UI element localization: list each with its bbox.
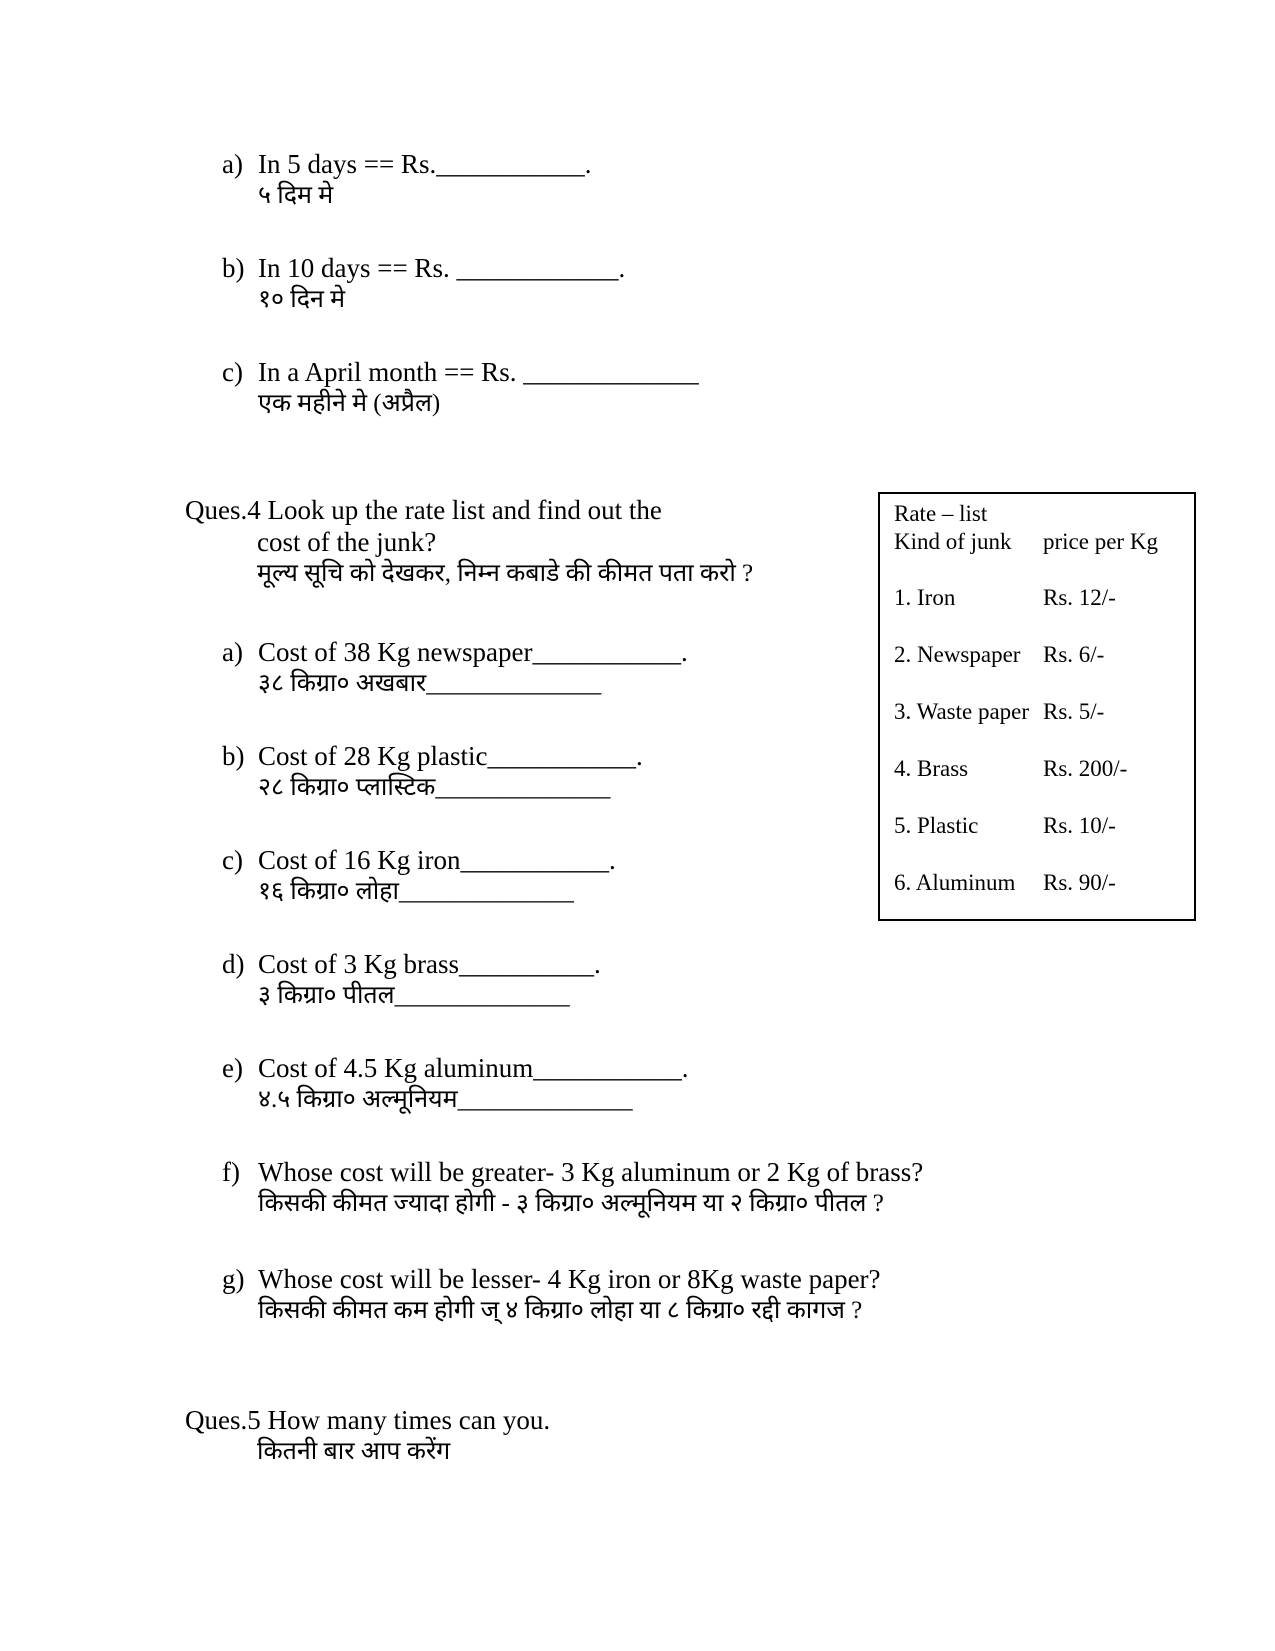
item-hindi-text: १० दिन मे (258, 286, 346, 313)
rate-row-kind: 4. Brass (894, 756, 969, 781)
rate-row-kind: 2. Newspaper (894, 642, 1021, 667)
rate-row-kind: 6. Aluminum (894, 870, 1016, 895)
rate-list-box (878, 492, 1196, 921)
item-hindi-text: २८ किग्रा० प्लास्टिक______________ (258, 774, 611, 801)
rate-row-price: Rs. 5/- (1043, 699, 1105, 724)
item-label: b) (222, 253, 245, 283)
item-label: d) (222, 949, 245, 979)
item-hindi-text: किसकी कीमत ज्यादा होगी - ३ किग्रा० अल्मूनियम या २ किग्रा० पीतल ? (258, 1190, 884, 1217)
item-english-text: Cost of 38 Kg newspaper___________. (258, 637, 688, 667)
item-hindi-text: ३८ किग्रा० अखबार______________ (258, 670, 602, 697)
item-label: g) (222, 1264, 245, 1294)
item-hindi-text: एक महीने मे (अप्रैल) (258, 390, 441, 417)
item-english-text: Whose cost will be greater- 3 Kg aluminum or 2 Kg of brass? (258, 1157, 924, 1187)
item-english-text: Whose cost will be lesser- 4 Kg iron or 8Kg waste paper? (258, 1264, 881, 1294)
item-label: c) (222, 845, 243, 875)
item-hindi-text: ३ किग्रा० पीतल______________ (258, 982, 570, 1009)
item-hindi-text: ५ दिम मे (258, 182, 334, 209)
item-label: e) (222, 1053, 243, 1083)
item-label: a) (222, 149, 243, 179)
item-hindi-text: १६ किग्रा० लोहा______________ (258, 878, 574, 905)
rate-row-kind: 1. Iron (894, 585, 956, 610)
item-english-text: Cost of 16 Kg iron___________. (258, 845, 616, 875)
rate-row-price: Rs. 10/- (1043, 813, 1116, 838)
rate-row-kind: 3. Waste paper (894, 699, 1030, 724)
question-4-heading-line2: cost of the junk? (257, 527, 437, 557)
rate-list-title: Rate – list (894, 501, 988, 526)
rate-row-price: Rs. 6/- (1043, 642, 1105, 667)
item-hindi-text: ४.५ किग्रा० अल्मूनियम______________ (258, 1086, 633, 1113)
rate-list-col-kind: Kind of junk (894, 529, 1012, 554)
item-label: f) (222, 1157, 240, 1187)
item-label: c) (222, 357, 243, 387)
item-english-text: In 5 days == Rs.___________. (258, 149, 592, 179)
item-english-text: In a April month == Rs. _____________ (258, 357, 699, 387)
item-label: a) (222, 637, 243, 667)
rate-list-col-price: price per Kg (1043, 529, 1158, 554)
rate-row-kind: 5. Plastic (894, 813, 979, 838)
question-4-hindi: मूल्य सूचि को देखकर, निम्न कबाडे की कीमत पता करो ? (257, 560, 754, 587)
question-5-hindi: कितनी बार आप करेंग (257, 1438, 451, 1465)
rate-row-price: Rs. 200/- (1043, 756, 1128, 781)
item-label: b) (222, 741, 245, 771)
item-english-text: Cost of 4.5 Kg aluminum___________. (258, 1053, 689, 1083)
rate-row-price: Rs. 90/- (1043, 870, 1116, 895)
item-hindi-text: किसकी कीमत कम होगी ज् ४ किग्रा० लोहा या ८ किग्रा० रद्दी कागज ? (258, 1297, 863, 1324)
item-english-text: In 10 days == Rs. ____________. (258, 253, 626, 283)
item-english-text: Cost of 28 Kg plastic___________. (258, 741, 643, 771)
question-4-heading: Ques.4 Look up the rate list and find out the (185, 495, 662, 525)
item-english-text: Cost of 3 Kg brass__________. (258, 949, 601, 979)
rate-row-price: Rs. 12/- (1043, 585, 1116, 610)
question-5-heading: Ques.5 How many times can you. (185, 1405, 551, 1435)
